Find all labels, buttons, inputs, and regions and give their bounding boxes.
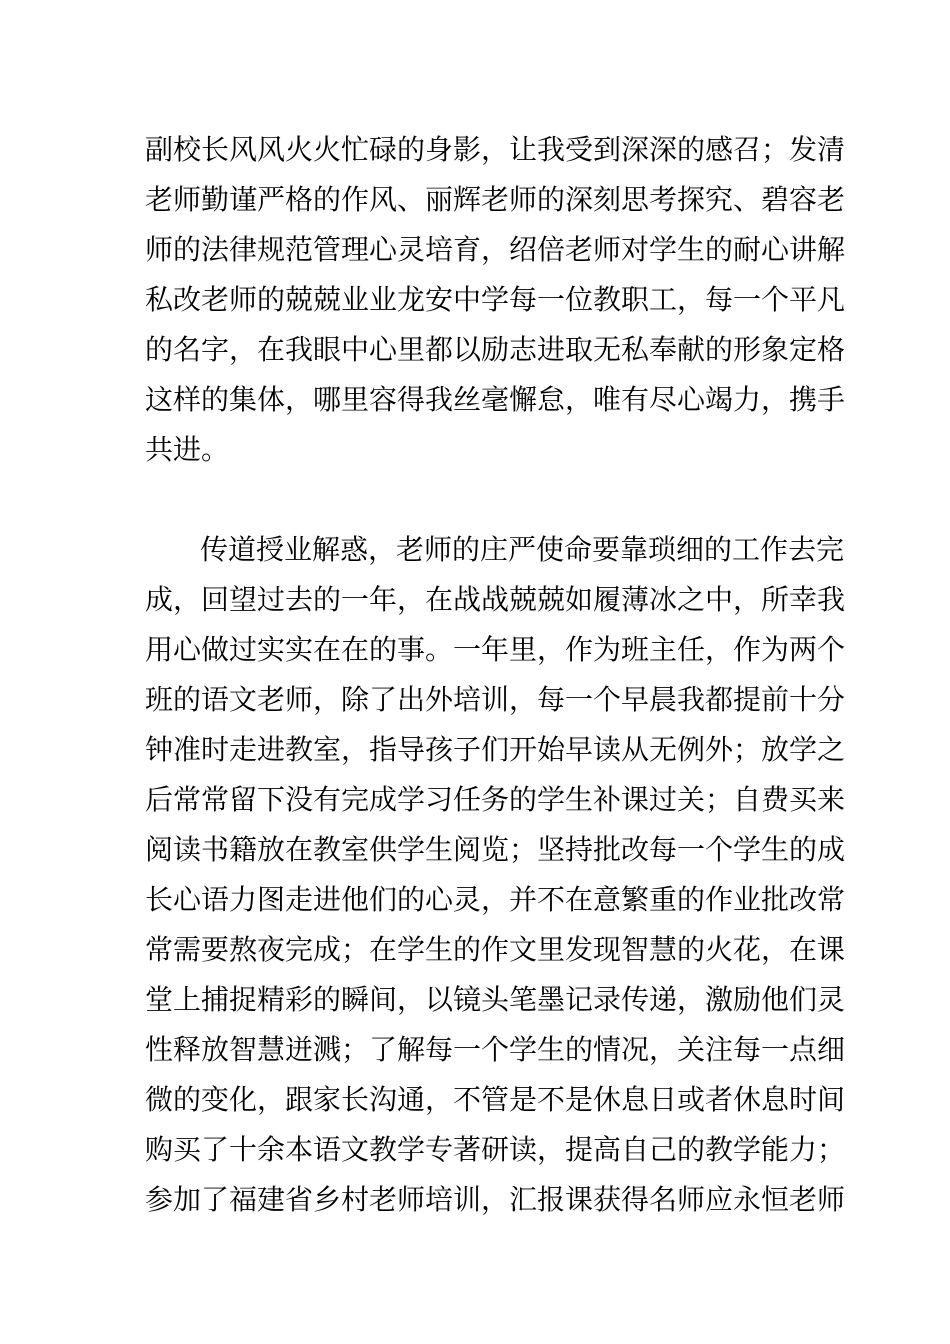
text-line: 购买了十余本语文教学专著研读，提高自己的教学能力； (145, 1133, 846, 1166)
text-line: 共进。 (145, 433, 230, 466)
text-line: 参加了福建省乡村老师培训，汇报课获得名师应永恒老师 (145, 1183, 846, 1216)
text-line: 的名字，在我眼中心里都以励志进取无私奉献的形象定格 (145, 333, 846, 366)
text-line: 成，回望过去的一年，在战战兢兢如履薄冰之中，所幸我 (145, 583, 846, 616)
text-line: 阅读书籍放在教室供学生阅览；坚持批改每一个学生的成 (145, 833, 846, 866)
text-line: 性释放智慧迸溅；了解每一个学生的情况，关注每一点细 (145, 1033, 846, 1066)
text-line: 长心语力图走进他们的心灵，并不在意繁重的作业批改常 (145, 883, 846, 916)
text-line: 堂上捕捉精彩的瞬间，以镜头笔墨记录传递，激励他们灵 (145, 983, 846, 1016)
text-line: 常需要熬夜完成；在学生的作文里发现智慧的火花，在课 (145, 933, 846, 966)
text-line: 这样的集体，哪里容得我丝毫懈怠，唯有尽心竭力，携手 (145, 383, 846, 416)
text-line: 微的变化，跟家长沟通，不管是不是休息日或者休息时间 (145, 1083, 846, 1116)
text-line: 私改老师的兢兢业业龙安中学每一位教职工，每一个平凡 (145, 283, 846, 316)
text-line: 老师勤谨严格的作风、丽辉老师的深刻思考探究、碧容老 (145, 183, 846, 216)
text-line: 班的语文老师，除了出外培训，每一个早晨我都提前十分 (145, 683, 846, 716)
text-line: 用心做过实实在在的事。一年里，作为班主任，作为两个 (145, 633, 846, 666)
text-line: 钟准时走进教室，指导孩子们开始早读从无例外；放学之 (145, 733, 846, 766)
text-line: 副校长风风火火忙碌的身影，让我受到深深的感召；发清 (145, 133, 846, 166)
text-line: 师的法律规范管理心灵培育，绍倍老师对学生的耐心讲解 (145, 233, 846, 266)
text-line: 传道授业解惑，老师的庄严使命要靠琐细的工作去完 (200, 533, 845, 566)
text-line: 后常常留下没有完成学习任务的学生补课过关；自费买来 (145, 783, 846, 816)
